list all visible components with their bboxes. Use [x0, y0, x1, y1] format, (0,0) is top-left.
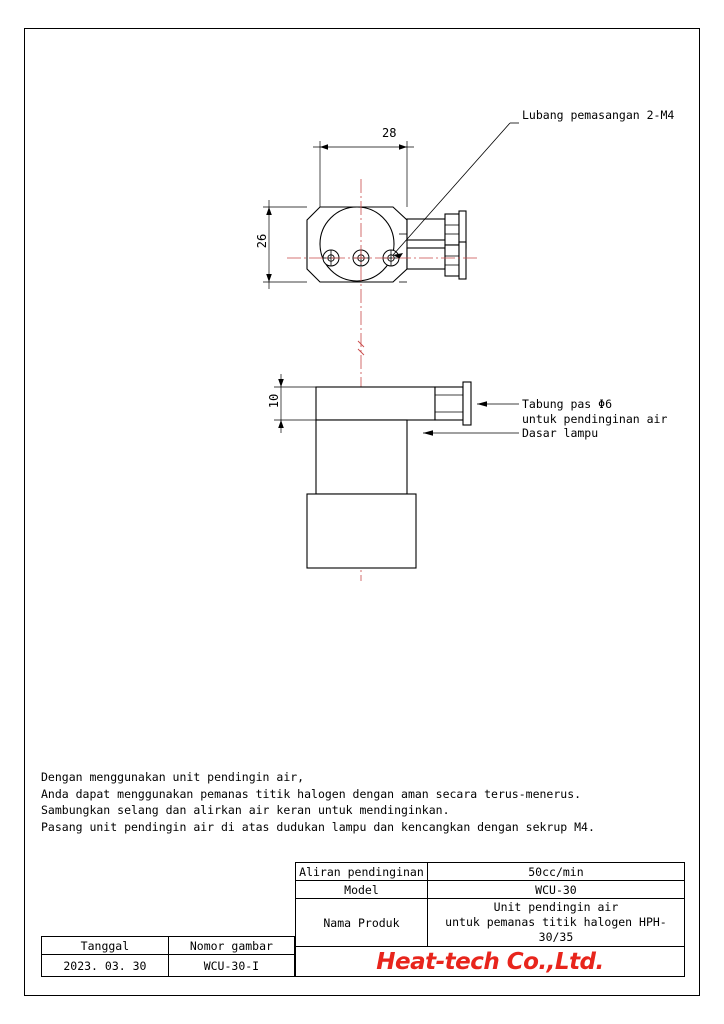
- callout-mounting-holes: Lubang pemasangan 2-M4: [522, 108, 675, 122]
- dimension-28: [313, 141, 414, 207]
- spec-table: [295, 862, 685, 977]
- front-view: [307, 382, 471, 568]
- top-view: [307, 207, 466, 282]
- nozzle-block-upper: [407, 219, 445, 240]
- dimension-label-26: 26: [255, 233, 269, 249]
- dimension-label-10: 10: [267, 393, 281, 409]
- table-row: [42, 955, 295, 977]
- company-logo-cell: [296, 947, 685, 977]
- model-label: Model: [296, 881, 428, 899]
- lamp-base-lower: [307, 494, 416, 568]
- drawing-no-label: Nomor gambar: [168, 937, 294, 955]
- note-line-4: Pasang unit pendingin air di atas dudukan lampu dan kencangkan dengan sekrup M4.: [41, 819, 595, 834]
- note-line-2: Anda dapat menggunakan pemanas titik halogen dengan aman secara terus-menerus.: [41, 786, 582, 801]
- lamp-base-upper: [316, 420, 407, 494]
- fitting-upper-body: [445, 214, 459, 245]
- product-label: Nama Produk: [296, 899, 428, 947]
- callout-fitting-line2: untuk pendinginan air: [522, 412, 668, 426]
- model-value: WCU-30: [427, 881, 684, 899]
- technical-drawing-svg: [25, 29, 701, 997]
- product-value: [427, 899, 684, 947]
- company-logo: Heat-tech Co.,Ltd.: [376, 948, 604, 975]
- table-row: [296, 899, 685, 947]
- body-outline: [307, 207, 407, 282]
- fitting-lower-flange: [459, 242, 466, 279]
- nozzle-block-lower: [407, 248, 445, 269]
- date-value: 2023. 03. 30: [42, 955, 169, 977]
- table-row: [296, 881, 685, 899]
- product-value-line1: Unit pendingin air: [493, 900, 619, 914]
- notes-block: [41, 769, 661, 835]
- title-block-right: [295, 862, 685, 977]
- cooling-unit-body: [316, 387, 435, 420]
- note-line-3: Sambungkan selang dan alirkan air keran untuk mendinginkan.: [41, 803, 450, 817]
- callout-lamp-base: Dasar lampu: [522, 426, 599, 440]
- dimension-26: [263, 200, 307, 289]
- revision-table: [41, 936, 295, 977]
- drawing-canvas: [25, 29, 701, 997]
- note-line-1: Dengan menggunakan unit pendingin air,: [41, 770, 305, 784]
- dimension-label-28: 28: [382, 126, 397, 140]
- table-row: [296, 947, 685, 977]
- title-block: [41, 864, 685, 977]
- drawing-no-value: WCU-30-I: [168, 955, 294, 977]
- title-block-left: [41, 936, 295, 977]
- leader-lamp-base: [423, 430, 519, 436]
- drawing-sheet: [24, 28, 700, 996]
- callout-fitting-line1: Tabung pas Φ6: [522, 397, 613, 411]
- date-label: Tanggal: [42, 937, 169, 955]
- table-row: [296, 863, 685, 881]
- side-fitting-flange: [463, 382, 471, 425]
- fitting-lower-body: [445, 245, 459, 276]
- leader-fitting: [477, 401, 519, 407]
- side-fitting-body: [435, 387, 463, 420]
- flow-label: Aliran pendinginan: [296, 863, 428, 881]
- flow-value: 50cc/min: [427, 863, 684, 881]
- product-value-line2: untuk pemanas titik halogen HPH-30/35: [445, 915, 667, 944]
- table-row: [42, 937, 295, 955]
